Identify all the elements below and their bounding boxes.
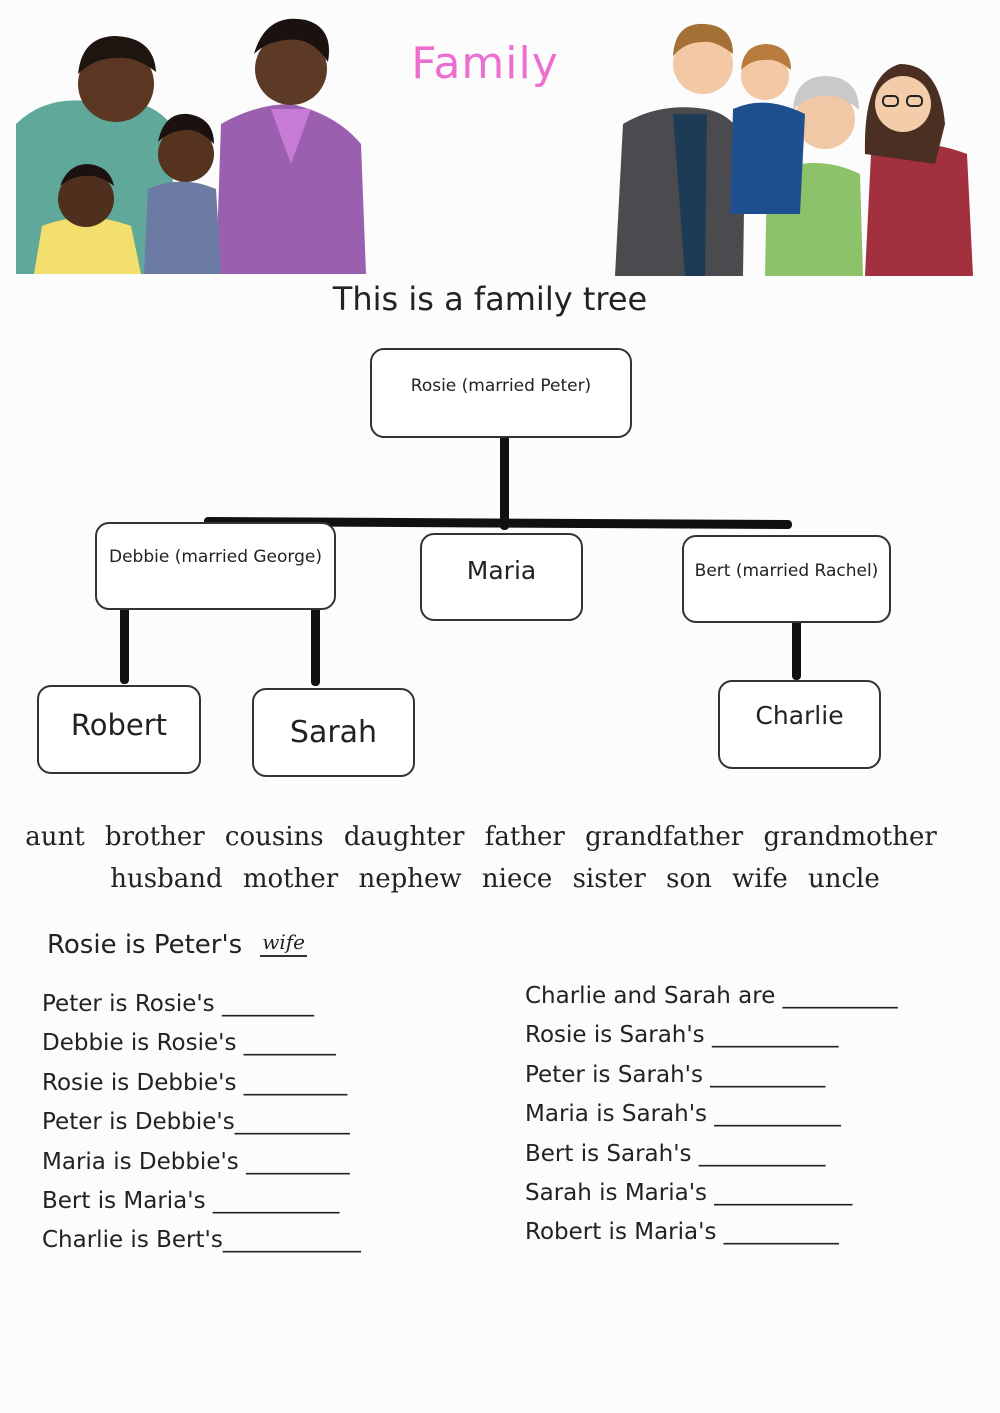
word-bank-word: grandmother [763,822,937,852]
family-illustration-left [16,14,366,274]
tree-node-rosie: Rosie (married Peter) [370,348,632,438]
tree-connector-robert [120,606,129,684]
example-prompt: Rosie is Peter's [47,930,243,960]
questions-left-column [42,985,361,1261]
word-bank-word: sister [572,864,646,894]
tree-node-debbie: Debbie (married George) [95,522,336,610]
question-item[interactable]: Rosie is Sarah's ___________ [525,1022,839,1049]
word-bank-line-1 [0,822,1000,852]
family-tree-heading: This is a family tree [332,280,648,318]
question-item[interactable]: Rosie is Debbie's _________ [42,1069,348,1096]
word-bank-word: husband [110,864,223,894]
word-bank-word: uncle [807,864,880,894]
word-bank-word: mother [242,864,339,894]
question-item[interactable]: Sarah is Maria's ____________ [525,1179,853,1206]
word-bank-line-2 [0,864,1000,894]
question-item[interactable]: Bert is Maria's ___________ [42,1187,340,1214]
tree-node-sarah: Sarah [252,688,415,777]
word-bank-word: nephew [358,864,462,894]
question-item[interactable]: Peter is Debbie's__________ [42,1109,350,1136]
example-answer: wife [260,930,307,957]
word-bank-word: brother [104,822,205,852]
word-bank-word: aunt [25,822,85,852]
example-sentence [47,930,307,960]
question-item[interactable]: Maria is Debbie's _________ [42,1148,350,1175]
word-bank-word: father [484,822,565,852]
tree-node-charlie: Charlie [718,680,881,769]
word-bank-word: son [666,864,712,894]
tree-node-maria: Maria [420,533,583,621]
tree-connector-root [500,435,509,530]
question-item[interactable]: Maria is Sarah's ___________ [525,1101,841,1128]
question-item[interactable]: Peter is Sarah's __________ [525,1061,826,1088]
word-bank-word: daughter [343,822,465,852]
question-item[interactable]: Peter is Rosie's ________ [42,991,314,1017]
family-illustration-right [615,14,980,276]
questions-right-column [525,977,898,1253]
word-bank-word: niece [481,864,553,894]
word-bank-word: wife [732,864,788,894]
tree-node-bert: Bert (married Rachel) [682,535,891,623]
question-item[interactable]: Robert is Maria's __________ [525,1219,839,1246]
tree-node-robert: Robert [37,685,201,774]
question-item[interactable]: Bert is Sarah's ___________ [525,1140,826,1167]
question-item[interactable]: Debbie is Rosie's ________ [42,1030,336,1057]
tree-connector-sarah [311,598,320,686]
word-bank-word: cousins [224,822,324,852]
page-title: Family [411,38,559,89]
word-bank-word: grandfather [585,822,744,852]
question-item[interactable]: Charlie and Sarah are __________ [525,983,898,1009]
question-item[interactable]: Charlie is Bert's____________ [42,1227,361,1254]
tree-connector-charlie [792,616,801,680]
